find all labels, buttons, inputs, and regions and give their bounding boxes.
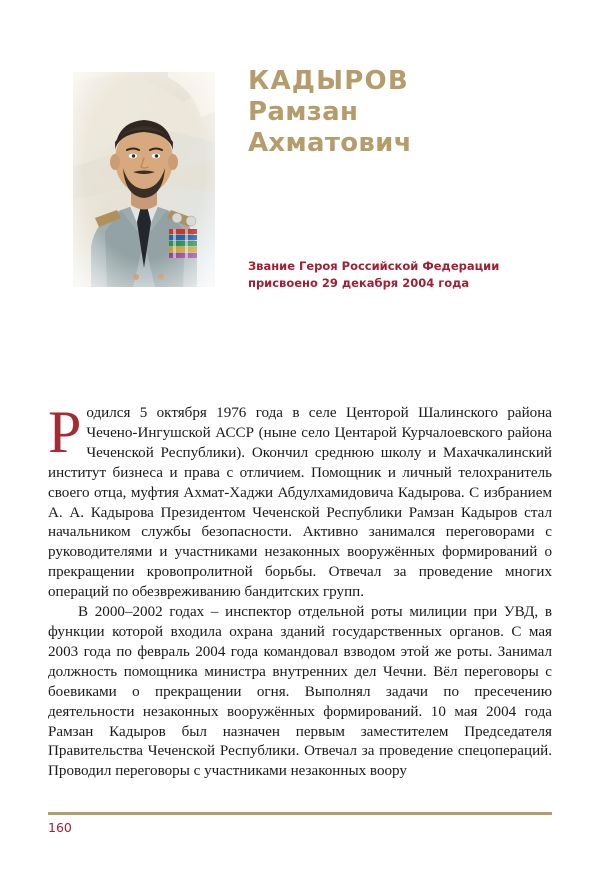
portrait-illustration [73, 72, 215, 287]
biography-paragraph-1-text: одился 5 октября 1976 года в селе Центорой Шалинского района Чечено-Ингушской АССР (ныне село Центарой Курчалоевского района Чеченской Республики). Окончил среднюю школу и Махачкалинский институт бизнеса и права с отличием. Помощник и личный телохранитель своего отца, муфтия Ахмат-Хаджи Абдулхамидовича Кадырова. С избранием А. А. Кадырова Президентом Чеченской Республики Рамзан Кадыров стал начальником службы безопасности. Активно занимался переговорами с руководителями и участниками незаконных вооружённых формирований о прекращении кровопролитной борьбы. Отвечал за проведение многих операций по обезвреживанию бандитских групп. [48, 405, 552, 601]
biography-paragraph-1 [48, 399, 552, 603]
person-name-block [248, 66, 568, 159]
biography-paragraph-2: В 2000–2002 годах – инспектор отдельной роты милиции при УВД, в функции которой входила охрана зданий государственных органов. С мая 2003 года по февраль 2004 года командовал взводом этой же роты. Занимал должность помощника министра внутренних дел Чечни. Вёл переговоры с боевиками о прекращении огня. Выполнял задачи по пресечению деятельности незаконных вооружённых формирований. 10 мая 2004 года Рамзан Кадыров был назначен первым заместителем Председателя Правительства Чеченской Республики. Отвечал за проведение спецопераций. Проводил переговоры с участниками незаконных воору [48, 604, 552, 780]
page-header [0, 0, 600, 370]
footer-divider-rule [48, 812, 552, 815]
portrait-photo [73, 72, 215, 287]
honor-line-2: присвоено 29 декабря 2004 года [248, 276, 470, 290]
person-patronymic: Ахматович [248, 128, 412, 158]
person-first-name: Рамзан [248, 97, 359, 127]
honor-line-1: Звание Героя Российской Федерации [248, 259, 500, 273]
biography-body [48, 399, 552, 782]
drop-cap-letter: Р [48, 399, 82, 465]
person-surname: КАДЫРОВ [248, 66, 409, 96]
honor-award-note [248, 258, 548, 292]
page-number: 160 [48, 820, 72, 835]
